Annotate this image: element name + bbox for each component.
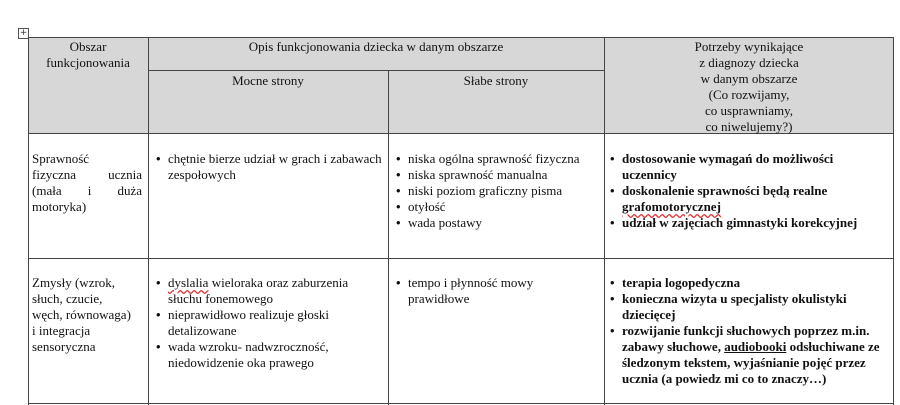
row2-strengths xyxy=(154,275,384,371)
header-needs-line: Potrzeby wynikające xyxy=(694,39,804,54)
spellcheck-word: grafomotorycznej xyxy=(622,199,721,214)
list-item: • niska sprawność manualna xyxy=(394,167,600,183)
row1-strengths xyxy=(154,151,382,183)
row-divider xyxy=(28,258,894,259)
table-border-top xyxy=(28,37,894,38)
row2-area-line: słuch, czucie, xyxy=(32,291,103,306)
row1-area xyxy=(32,151,142,215)
header-needs-line: co usprawniamy, xyxy=(705,103,793,118)
list-item: • niski poziom graficzny pisma xyxy=(394,183,600,199)
header-weaknesses xyxy=(392,73,600,89)
row1-area-line: motoryka) xyxy=(32,199,87,214)
row1-area-line: fizyczna ucznia xyxy=(32,167,142,182)
header-area-text: Obszar funkcjonowania xyxy=(46,39,130,70)
header-needs-line: w danym obszarze xyxy=(700,71,798,86)
header-needs xyxy=(608,39,890,135)
col-divider-3 xyxy=(604,37,605,405)
col-divider-1 xyxy=(148,37,149,405)
col-divider-2 xyxy=(388,70,389,405)
list-item-text: rozwijanie funkcji słuchowych poprzez m.in. zabawy słuchowe, xyxy=(622,323,870,354)
list-item: • chętnie bierze udział w grach i zabawach zespołowych xyxy=(154,151,382,183)
list-item: • wada postawy xyxy=(394,215,600,231)
list-item xyxy=(608,183,890,215)
list-item xyxy=(608,323,890,387)
list-item: • udział w zajęciach gimnastyki korekcyjnej xyxy=(608,215,890,231)
underlined-word: audiobooki xyxy=(724,339,787,354)
spellcheck-word: dyslalia xyxy=(168,275,209,290)
header-needs-line: (Co rozwijamy, xyxy=(708,87,790,102)
list-item-text: doskonalenie sprawności będą realne xyxy=(622,183,828,198)
list-item xyxy=(154,275,384,307)
row2-area-line: węch, równowaga) xyxy=(32,307,131,322)
row2-needs xyxy=(608,275,890,387)
list-item: • terapia logopedyczna xyxy=(608,275,890,291)
header-strengths xyxy=(152,73,384,89)
header-needs-line: co niwelujemy?) xyxy=(705,119,793,134)
row2-area xyxy=(32,275,144,355)
row2-area-line: i integracja xyxy=(32,323,91,338)
row1-area-line: Sprawność xyxy=(32,151,90,166)
list-item-text: wieloraka oraz zaburzenia słuchu fonemowego xyxy=(168,275,349,306)
header-strengths-text: Mocne strony xyxy=(232,73,304,88)
header-weaknesses-text: Słabe strony xyxy=(463,73,529,88)
list-item: • niska ogólna sprawność fizyczna xyxy=(394,151,600,167)
list-item: • otyłość xyxy=(394,199,600,215)
row2-area-line: Zmysły (wzrok, xyxy=(32,275,116,290)
header-area xyxy=(32,39,144,71)
table-border-bottom xyxy=(28,403,894,404)
header-needs-line: z diagnozy dziecka xyxy=(699,55,799,70)
row1-needs xyxy=(608,151,890,231)
header-description-text: Opis funkcjonowania dziecka w danym obszarze xyxy=(248,39,504,54)
list-item: • wada wzroku- nadwzroczność, niedowidzenie oka prawego xyxy=(154,339,384,371)
table-border-left xyxy=(28,37,29,405)
row2-area-line: sensoryczna xyxy=(32,339,96,354)
list-item-text: odsłuchiwane ze śledzonym tekstem, wyjaśnianie pojęć przez ucznia (a powiedz mi co to znaczy…) xyxy=(622,339,880,386)
list-item: • konieczna wizyta u specjalisty okulistyki dziecięcej xyxy=(608,291,890,323)
list-item: • dostosowanie wymagań do możliwości uczennicy xyxy=(608,151,890,183)
list-item: • nieprawidłowo realizuje głoski detalizowane xyxy=(154,307,384,339)
row1-area-line: (mała i duża xyxy=(32,183,142,198)
subheader-divider xyxy=(148,70,604,71)
table-border-right xyxy=(893,37,894,405)
row2-weaknesses xyxy=(394,275,594,307)
header-description xyxy=(152,39,600,55)
table-move-handle-icon[interactable]: + xyxy=(19,28,28,38)
list-item: • tempo i płynność mowy prawidłowe xyxy=(394,275,594,307)
assessment-table xyxy=(28,37,894,405)
row1-weaknesses xyxy=(394,151,600,231)
